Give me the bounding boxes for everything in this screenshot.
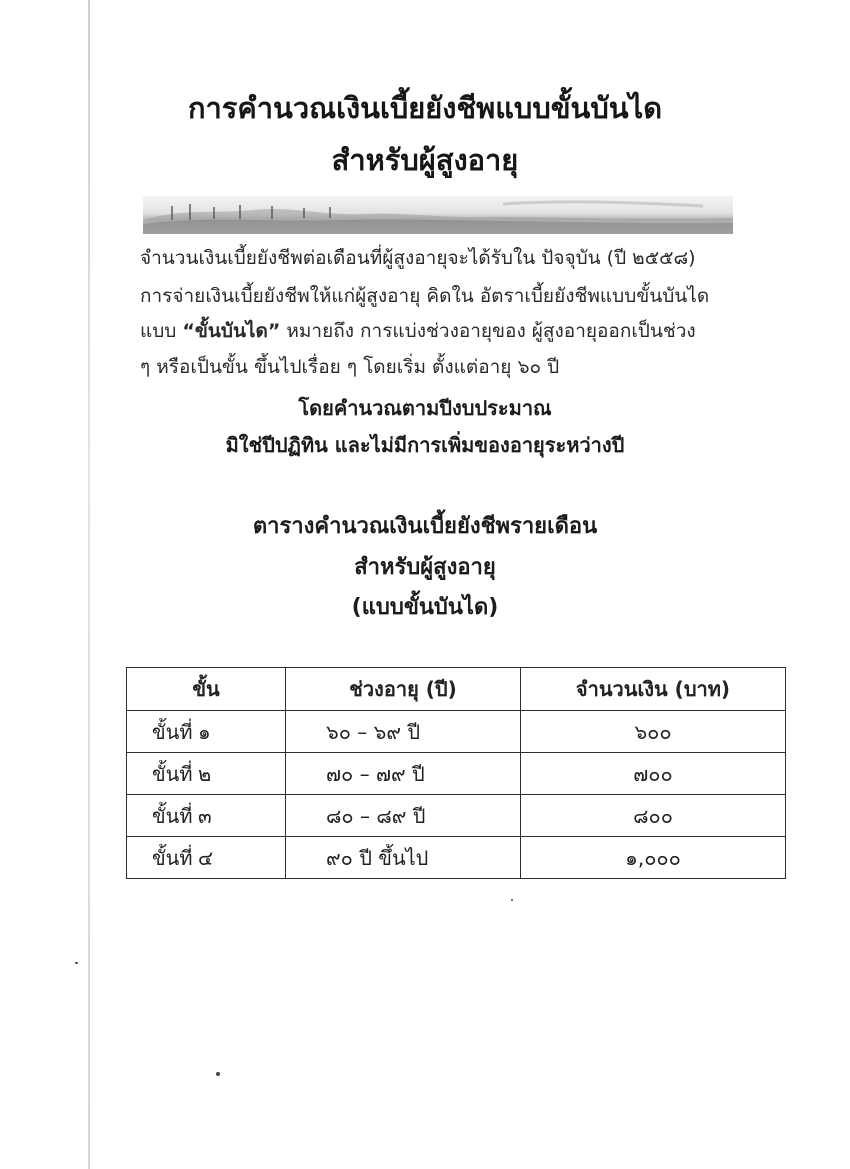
note-calendar-year: มิใช่ปีปฏิทิน และไม่มีการเพิ่มของอายุระหว่างปี <box>225 433 625 457</box>
landscape-image <box>143 196 733 234</box>
table-row <box>127 753 786 795</box>
amount-cell: ๑,๐๐๐ <box>521 837 786 879</box>
scan-speck <box>75 962 78 964</box>
step-label: ขั้นที่ <box>152 845 193 870</box>
step-cell <box>127 795 286 837</box>
intro-line-3-suffix: หมายถึง การแบ่งช่วงอายุของ ผู้สูงอายุออกเป็นช่วง <box>280 320 696 342</box>
pension-rate-table <box>126 667 786 879</box>
scan-speck <box>511 899 513 901</box>
stairstep-term: “ขั้นบันได” <box>182 320 281 342</box>
header-age-range: ช่วงอายุ (ปี) <box>286 668 521 711</box>
amount-cell: ๘๐๐ <box>521 795 786 837</box>
amount-cell: ๗๐๐ <box>521 753 786 795</box>
step-label: ขั้นที่ <box>152 761 193 786</box>
step-number: ๑ <box>198 719 211 744</box>
table-title-line-1: ตารางคำนวณเงินเบี้ยยังชีพรายเดือน <box>252 514 598 539</box>
header-amount: จำนวนเงิน (บาท) <box>521 668 786 711</box>
age-range-cell: ๙๐ ปี ขึ้นไป <box>286 837 521 879</box>
age-range-cell: ๘๐ – ๘๙ ปี <box>286 795 521 837</box>
step-number: ๒ <box>198 761 212 786</box>
amount-cell: ๖๐๐ <box>521 711 786 753</box>
intro-line-3 <box>140 322 740 341</box>
intro-line-2: การจ่ายเงินเบี้ยยังชีพให้แก่ผู้สูงอายุ คิดใน อัตราเบี้ยยังชีพแบบขั้นบันได <box>140 285 710 307</box>
step-label: ขั้นที่ <box>152 803 193 828</box>
step-cell <box>127 837 286 879</box>
header-step: ขั้น <box>127 668 286 711</box>
step-number: ๓ <box>198 803 212 828</box>
document-title: การคำนวณเงินเบี้ยยังชีพแบบขั้นบันได <box>187 91 663 125</box>
document-subtitle: สำหรับผู้สูงอายุ <box>331 143 519 177</box>
step-label: ขั้นที่ <box>152 719 193 744</box>
step-number: ๔ <box>198 845 214 870</box>
age-range-cell: ๖๐ – ๖๙ ปี <box>286 711 521 753</box>
step-cell <box>127 711 286 753</box>
age-range-cell: ๗๐ – ๗๙ ปี <box>286 753 521 795</box>
step-cell <box>127 753 286 795</box>
table-title-line-3: (แบบขั้นบันได) <box>351 595 499 620</box>
intro-line-1: จำนวนเงินเบี้ยยังชีพต่อเดือนที่ผู้สูงอายุจะได้รับใน ปัจจุบัน (ปี ๒๕๕๘) <box>140 247 696 269</box>
table-row <box>127 795 786 837</box>
table-row <box>127 837 786 879</box>
table-title-line-2: สำหรับผู้สูงอายุ <box>354 555 496 580</box>
note-fiscal-year: โดยคำนวณตามปีงบประมาณ <box>298 396 552 420</box>
scan-edge-line <box>88 0 90 1169</box>
scan-speck <box>216 1072 220 1076</box>
decorative-landscape-banner <box>143 196 733 234</box>
table-row <box>127 711 786 753</box>
intro-line-4: ๆ หรือเป็นขั้น ขึ้นไปเรื่อย ๆ โดยเริ่ม ตั้งแต่อายุ ๖๐ ปี <box>140 356 560 378</box>
table-header-row <box>127 668 786 711</box>
intro-line-3-prefix: แบบ <box>140 320 183 342</box>
